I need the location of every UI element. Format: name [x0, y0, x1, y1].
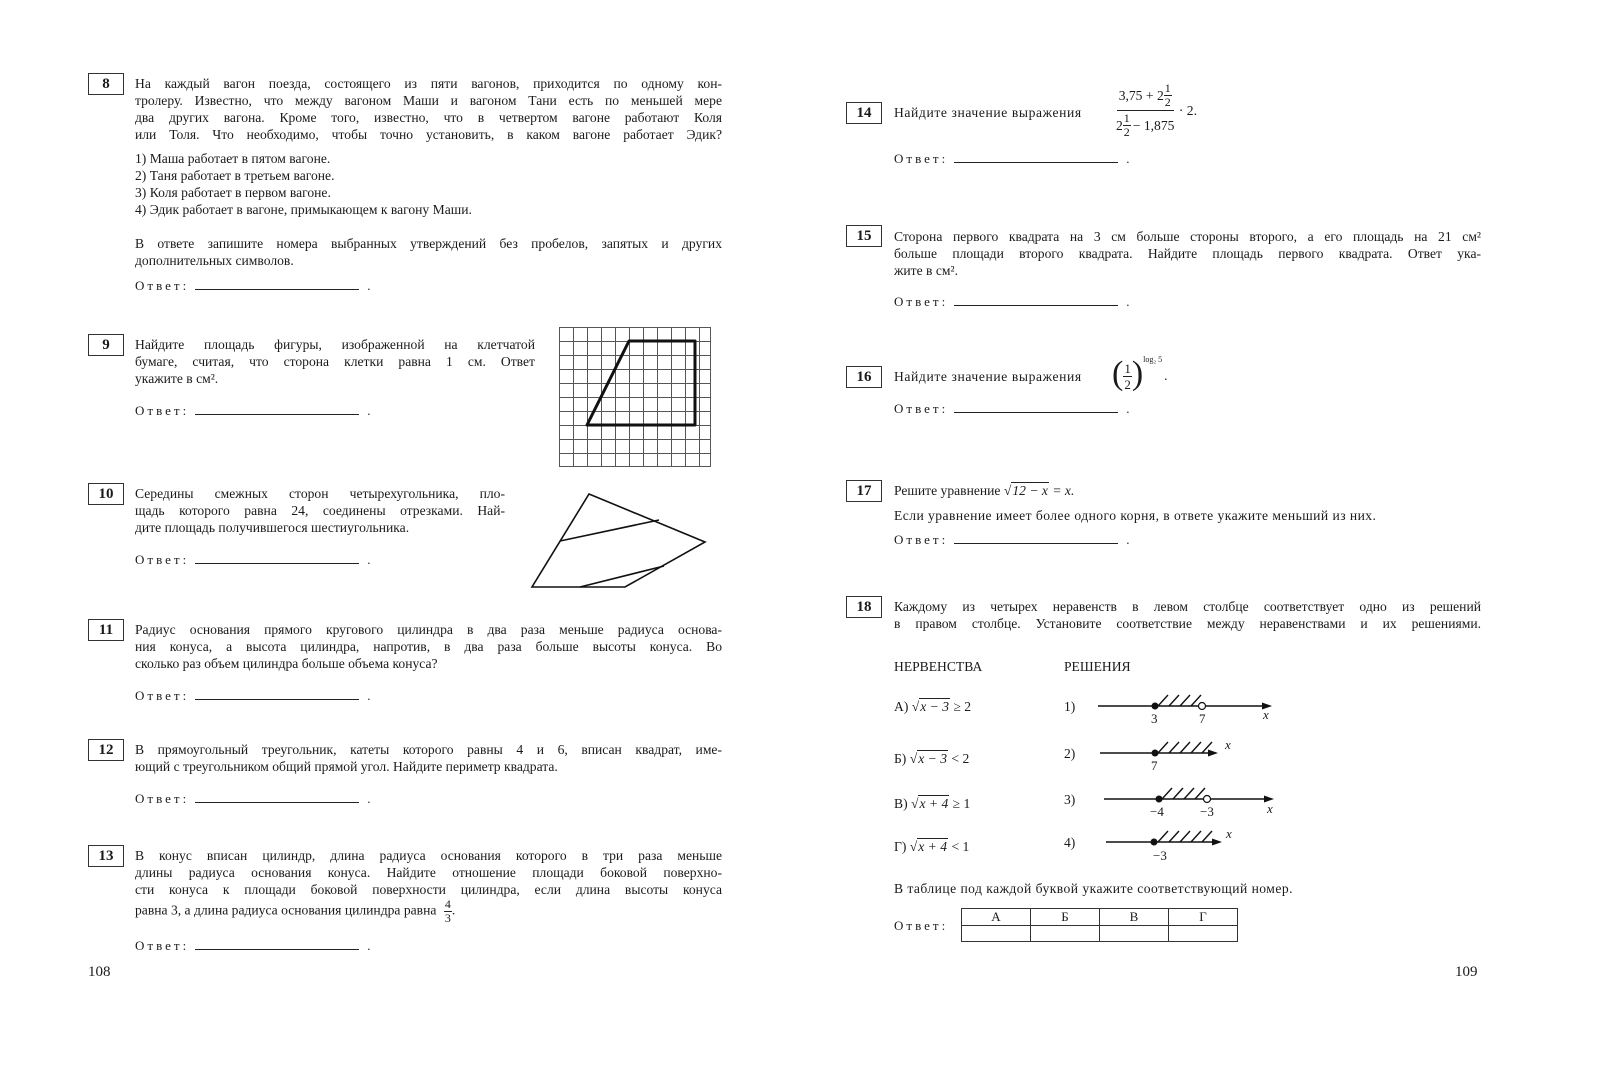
text-line: дополнительных символов. — [135, 253, 294, 268]
base-fraction — [1123, 361, 1132, 392]
table-header-v: В — [1100, 909, 1169, 926]
solutions-header: РЕШЕНИЯ — [1064, 659, 1131, 674]
fraction-numerator: 1 — [1124, 361, 1131, 376]
text-line: ющий с треугольником общий прямой угол. Найдите периметр квадрата. — [135, 759, 558, 774]
text-line: Середины смежных сторон четырехугольника, пло- — [135, 486, 505, 501]
question-13-last-line: равна 3, а длина радиуса основания цилиндра равна $\frac{4}{3}$ . — [135, 897, 456, 925]
answer-table — [961, 908, 1238, 942]
expression-16 — [1112, 355, 1168, 393]
option-2: 2) Таня работает в третьем вагоне. — [135, 168, 335, 183]
question-17-note: Если уравнение имеет более одного корня, в ответе укажите меньший из них. — [894, 508, 1377, 523]
answer-field-17[interactable]: Ответ: . — [894, 532, 1130, 547]
exponent: log₂ 5 — [1143, 355, 1163, 364]
inequality-a: А) √x − 3 ≥ 2 — [894, 699, 972, 714]
answer-label: Ответ: — [894, 151, 949, 166]
question-number-17: 17 — [846, 480, 882, 502]
answer-label: Ответ: — [894, 918, 949, 933]
answer-label: Ответ: — [135, 938, 190, 953]
text-line: тролеру. Известно, что между вагоном Маши и вагоном Тани есть по меньшей мере — [135, 93, 722, 108]
answer-label: Ответ: — [135, 552, 190, 567]
table-header-g: Г — [1169, 909, 1238, 926]
inequality-label: Б) — [894, 751, 907, 766]
axis-label: x — [1263, 707, 1269, 722]
answer-label-18 — [894, 918, 948, 934]
table-header-b: Б — [1031, 909, 1100, 926]
answer-field-13[interactable]: Ответ: . — [135, 938, 371, 953]
inequality-rest: ≥ 1 — [952, 796, 971, 811]
answer-blank[interactable] — [954, 400, 1118, 413]
fraction-denominator: 3 — [444, 911, 451, 925]
inequality-label: В) — [894, 796, 908, 811]
expression-14 — [1116, 82, 1197, 139]
solution-label-1: 1) — [1064, 699, 1076, 714]
question-number-12: 12 — [88, 739, 124, 761]
fraction-denominator: 2 — [1123, 125, 1130, 139]
inequality-rest: ≥ 2 — [953, 699, 972, 714]
question-13-text — [135, 847, 722, 898]
question-number-10: 10 — [88, 483, 124, 505]
text-line: Каждому из четырех неравенств в левом столбце соответствует одно из решений — [894, 599, 1481, 614]
answer-field-12[interactable]: Ответ: . — [135, 791, 371, 806]
answer-label: Ответ: — [135, 791, 190, 806]
text-line: Найдите площадь фигуры, изображенной на клетчатой — [135, 337, 535, 352]
tick-label: −3 — [1200, 804, 1214, 819]
denominator-rest: − 1,875 — [1132, 117, 1175, 133]
question-14-prefix: Найдите значение выражения — [894, 105, 1082, 120]
answer-field-9[interactable]: Ответ: . — [135, 403, 371, 418]
text-line: сколько раз объем цилиндра больше объема конуса? — [135, 656, 438, 671]
right-paren: ) — [1131, 355, 1144, 392]
text-line: в правом столбце. Установите соответствие между неравенствами и их решениями. — [894, 616, 1481, 631]
text-line: дите площадь получившегося шестиугольника. — [135, 520, 410, 535]
numerator: 3,75 + 2 — [1118, 87, 1164, 103]
answer-label: Ответ: — [135, 688, 190, 703]
solution-label-4: 4) — [1064, 835, 1076, 850]
answer-field-10[interactable]: Ответ: . — [135, 552, 371, 567]
answer-field-15[interactable]: Ответ: . — [894, 294, 1130, 309]
answer-label: Ответ: — [894, 532, 949, 547]
text-line: Сторона первого квадрата на 3 см больше стороны второго, а его площадь на 21 см² — [894, 229, 1481, 244]
option-1: 1) Маша работает в пятом вагоне. — [135, 151, 331, 166]
inequality-label: Г) — [894, 839, 907, 854]
number-line-1 — [1096, 690, 1286, 730]
text-line: два других вагона. Кроме того, известно, что в четвертом вагоне работают Коля — [135, 110, 722, 125]
answer-field-14[interactable]: Ответ: . — [894, 151, 1130, 166]
answer-label: Ответ: — [135, 278, 190, 293]
question-11-text — [135, 621, 722, 672]
tick-label: 3 — [1151, 711, 1158, 726]
question-number-11: 11 — [88, 619, 124, 641]
text-line: равна 3, а длина радиуса основания цилиндра равна — [135, 902, 437, 918]
radicand: x − 3 — [920, 699, 950, 714]
answer-label: Ответ: — [135, 403, 190, 418]
question-number-14: 14 — [846, 102, 882, 124]
text-line: длины радиуса основания конуса. Найдите отношение площади боковой поверхно- — [135, 865, 722, 880]
answer-label: Ответ: — [894, 294, 949, 309]
radicand: 12 − x — [1012, 483, 1048, 498]
question-number-9: 9 — [88, 334, 124, 356]
inequality-g: Г) √x + 4 < 1 — [894, 839, 970, 854]
table-instruction: В таблице под каждой буквой укажите соответствующий номер. — [894, 881, 1293, 896]
answer-field-16[interactable]: Ответ: . — [894, 401, 1130, 416]
tick-label: 7 — [1151, 758, 1158, 773]
page-number-right: 109 — [1455, 964, 1478, 980]
fraction-denominator: 2 — [1164, 95, 1171, 109]
inequality-v: В) √x + 4 ≥ 1 — [894, 796, 971, 811]
text-line: ния конуса, а высота цилиндра, напротив, в два раза больше высоты конуса. Во — [135, 639, 722, 654]
table-header-a: А — [962, 909, 1031, 926]
mixed-fraction — [1164, 82, 1172, 109]
mixed-fraction — [1123, 112, 1131, 139]
number-line-4 — [1102, 826, 1292, 866]
question-number-8: 8 — [88, 73, 124, 95]
text-line: бумаге, считая, что сторона клетки равна 1 см. Ответ — [135, 354, 535, 369]
question-17-equation — [894, 482, 1074, 499]
expression-suffix: · 2. — [1178, 102, 1197, 118]
answer-blank[interactable] — [195, 937, 359, 950]
left-paren: ( — [1112, 355, 1124, 392]
option-4: 4) Эдик работает в вагоне, примыкающем к вагону Маши. — [135, 202, 472, 217]
question-number-13: 13 — [88, 845, 124, 867]
equation-suffix: = x. — [1052, 483, 1075, 498]
text-line: укажите в см². — [135, 371, 219, 386]
inequality-b: Б) √x − 3 < 2 — [894, 751, 970, 766]
question-12-text — [135, 741, 722, 775]
tick-label: −3 — [1153, 848, 1167, 863]
right-page — [800, 0, 1600, 1080]
sqrt-sign: √ — [1003, 483, 1012, 498]
question-number-16: 16 — [846, 366, 882, 388]
text-line: щадь которого равна 24, соединены отрезками. Най- — [135, 503, 505, 518]
answer-blank[interactable] — [195, 687, 359, 700]
axis-label: x — [1225, 737, 1231, 752]
denominator-whole: 2 — [1116, 117, 1123, 133]
equation-prefix: Решите уравнение — [894, 483, 1001, 498]
answer-field-8[interactable]: Ответ: . — [135, 278, 371, 293]
fraction-denominator: 2 — [1124, 377, 1131, 392]
question-number-15: 15 — [846, 225, 882, 247]
answer-blank[interactable] — [954, 150, 1118, 163]
inequalities-header: НЕРВЕНСТВА — [894, 659, 983, 674]
table-cell-v[interactable] — [1100, 926, 1169, 942]
answer-blank[interactable] — [195, 790, 359, 803]
question-18-text — [894, 598, 1481, 632]
tick-label: 7 — [1199, 711, 1206, 726]
radicand: x + 4 — [919, 796, 949, 811]
answer-blank[interactable] — [954, 293, 1118, 306]
tick-label: −4 — [1150, 804, 1164, 819]
table-cell-b[interactable] — [1031, 926, 1100, 942]
radicand: x + 4 — [918, 839, 948, 854]
text-line: или Толя. Что необходимо, чтобы точно установить, в каком вагоне работает Эдик? — [135, 127, 722, 142]
fraction-numerator: 4 — [444, 897, 451, 911]
solution-label-2: 2) — [1064, 746, 1076, 761]
text-line: В ответе запишите номера выбранных утверждений без пробелов, запятых и других — [135, 236, 722, 251]
fraction-numerator: 1 — [1164, 81, 1171, 95]
axis-label: x — [1226, 826, 1232, 841]
expression-suffix: . — [1164, 368, 1168, 383]
text-line: В конус вписан цилиндр, длина радиуса основания которого в три раза меньше — [135, 848, 722, 863]
text-line: В прямоугольный треугольник, катеты которого равны 4 и 6, вписан квадрат, име- — [135, 742, 722, 757]
text-line: больше площади второго квадрата. Найдите площадь первого квадрата. Ответ ука- — [894, 246, 1481, 261]
question-16-prefix: Найдите значение выражения — [894, 369, 1082, 384]
question-15-text — [894, 228, 1481, 279]
solution-label-3: 3) — [1064, 792, 1076, 807]
option-3: 3) Коля работает в первом вагоне. — [135, 185, 331, 200]
inequality-rest: < 1 — [951, 839, 970, 854]
question-number-18: 18 — [846, 596, 882, 618]
text-line: На каждый вагон поезда, состоящего из пяти вагонов, приходится по одному кон- — [135, 76, 722, 91]
table-cell-g[interactable] — [1169, 926, 1238, 942]
inequality-rest: < 2 — [951, 751, 970, 766]
fraction-numerator: 1 — [1123, 111, 1130, 125]
number-line-2 — [1096, 737, 1286, 777]
axis-label: x — [1267, 801, 1273, 816]
answer-field-11[interactable]: Ответ: . — [135, 688, 371, 703]
fraction-4-3 — [444, 898, 452, 925]
number-line-3 — [1102, 783, 1292, 823]
text-line: жите в см². — [894, 263, 958, 278]
answer-label: Ответ: — [894, 401, 949, 416]
page-number-left: 108 — [88, 964, 111, 980]
text-line: сти конуса к площади боковой поверхности цилиндра, если длина высоты конуса — [135, 882, 722, 897]
answer-blank[interactable] — [954, 531, 1118, 544]
text-line: Радиус основания прямого кругового цилиндра в два раза меньше радиуса основа- — [135, 622, 722, 637]
table-cell-a[interactable] — [962, 926, 1031, 942]
inequality-label: А) — [894, 699, 909, 714]
radicand: x − 3 — [918, 751, 948, 766]
